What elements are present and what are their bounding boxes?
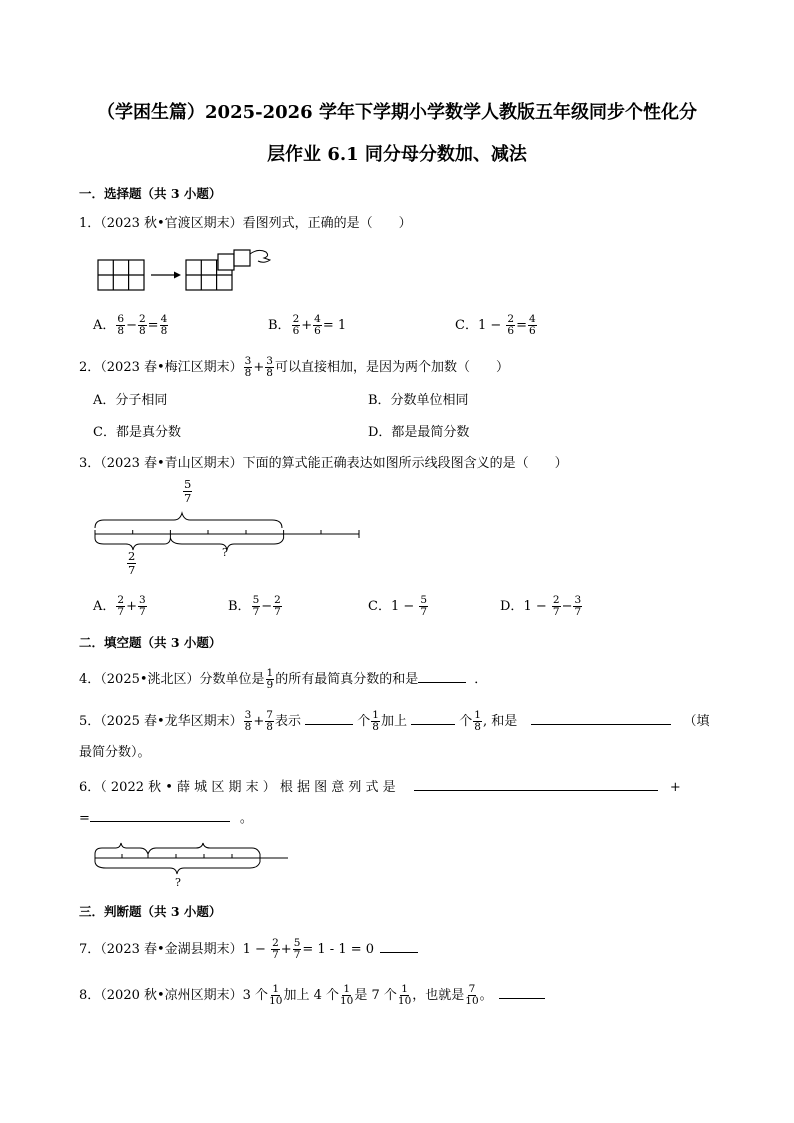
fraction: $\frac{1}{10}$: [269, 983, 283, 1007]
fraction: $\frac{2}{8}$: [138, 313, 146, 337]
question-3-option-d[interactable]: D．1 − $\frac{2}{7}$ − $\frac{3}{7}$: [500, 594, 582, 618]
section-heading-fill: 二．填空题（共 3 小题）: [79, 635, 222, 650]
fraction: $\frac{7}{10}$: [465, 983, 479, 1007]
fraction: $\frac{3}{7}$: [138, 594, 146, 618]
fraction: $\frac{2}{6}$: [507, 313, 515, 337]
question-1-option-b[interactable]: B． $\frac{2}{6}$ + $\frac{4}{6}$ = 1: [268, 313, 347, 337]
answer-blank[interactable]: [499, 984, 545, 999]
answer-blank[interactable]: [90, 807, 230, 822]
question-2-option-a[interactable]: A．分子相同: [93, 393, 168, 408]
section-heading-judge: 三．判断题（共 3 小题）: [79, 904, 222, 919]
page-title-line2: 层作业 6.1 同分母分数加、减法: [267, 144, 527, 165]
question-6-figure-question-mark: ?: [175, 876, 181, 889]
fraction: $\frac{5}{7}$: [293, 937, 301, 961]
fraction: $\frac{2}{7}$: [272, 937, 279, 961]
question-3-option-c[interactable]: C．1 − $\frac{5}{7}$: [368, 594, 428, 618]
fraction: $\frac{1}{9}$: [266, 667, 274, 691]
fraction: $\frac{2}{6}$: [292, 313, 300, 337]
question-2-stem: 2．（2023 春•梅江区期末） $\frac{3}{8}$ + $\frac{3}{8}$ 可以直接相加，是因为两个加数（ ）: [79, 355, 509, 379]
fraction: $\frac{3}{8}$: [244, 709, 252, 733]
fraction: $\frac{2}{7}$: [274, 594, 281, 618]
question-3-figure-top-label: $\frac{5}{7}$: [184, 477, 192, 505]
question-4-stem: 4．（2025•洮北区）分数单位是 $\frac{1}{9}$ 的所有最简真分数的和是 ．: [79, 667, 488, 691]
fraction: $\frac{2}{7}$: [117, 594, 125, 618]
fraction: $\frac{1}{8}$: [474, 709, 481, 733]
fraction: $\frac{1}{8}$: [372, 709, 379, 733]
answer-blank[interactable]: [531, 710, 671, 725]
question-3-figure-question-mark: ?: [222, 546, 228, 559]
question-6-segment-figure: [92, 840, 292, 880]
question-2-option-d[interactable]: D．都是最简分数: [368, 425, 470, 440]
fraction: $\frac{6}{8}$: [117, 313, 125, 337]
question-2-option-b[interactable]: B．分数单位相同: [368, 393, 469, 408]
question-7-stem: 7．（2023 春•金湖县期末）1 − $\frac{2}{7}$ + $\frac{5}{7}$ = 1 - 1 = 0: [79, 938, 418, 961]
fraction: $\frac{4}{8}$: [160, 313, 168, 337]
question-6-stem: 6．（ 2022 秋 • 薛 城 区 期 末 ） 根 据 图 意 列 式 是 +: [79, 776, 681, 798]
question-1-option-a[interactable]: A． $\frac{6}{8}$ − $\frac{2}{8}$ = $\frac{4}{8}$: [93, 313, 168, 337]
fraction: $\frac{5}{7}$: [252, 594, 260, 618]
answer-blank[interactable]: [380, 938, 418, 953]
question-6-continuation: = 。: [79, 807, 253, 829]
question-1-stem: 1．（2023 秋•官渡区期末）看图列式，正确的是（ ）: [79, 216, 412, 231]
answer-blank[interactable]: [418, 668, 466, 683]
section-heading-choice: 一．选择题（共 3 小题）: [79, 186, 222, 201]
page-title-line1: （学困生篇）2025-2026 学年下学期小学数学人教版五年级同步个性化分: [97, 102, 697, 123]
question-2-option-c[interactable]: C．都是真分数: [93, 425, 181, 440]
question-1-option-c[interactable]: C．1 − $\frac{2}{6}$ = $\frac{4}{6}$: [455, 313, 536, 337]
fraction: $\frac{4}{6}$: [314, 313, 321, 337]
fraction: $\frac{1}{10}$: [339, 983, 354, 1007]
fraction: $\frac{3}{8}$: [244, 355, 252, 379]
answer-blank[interactable]: [305, 710, 353, 725]
fraction: $\frac{5}{7}$: [420, 594, 428, 618]
question-8-stem: 8．（2020 秋•凉州区期末）3 个 $\frac{1}{10}$ 加上 4 个 $\frac{1}{10}$ 是 7 个 $\frac{1}{10}$ ，也就是 $\frac{7}{10}$ 。: [79, 984, 545, 1007]
answer-blank[interactable]: [414, 776, 658, 791]
question-3-option-a[interactable]: A． $\frac{2}{7}$ + $\frac{3}{7}$: [93, 594, 146, 618]
answer-blank[interactable]: [411, 710, 455, 725]
fraction: $\frac{2}{7}$: [552, 594, 560, 618]
question-5-continuation: 最简分数）。: [79, 745, 151, 760]
fraction: $\frac{1}{10}$: [397, 983, 412, 1007]
question-5-stem: 5．（2025 春•龙华区期末） $\frac{3}{8}$ + $\frac{7}{8}$ 表示 个 $\frac{1}{8}$ 加上 个 $\frac{1}{8}$ , 和是 （填: [79, 709, 710, 733]
fraction: $\frac{7}{8}$: [266, 709, 273, 733]
question-3-figure-bottom-label: $\frac{2}{7}$: [128, 549, 136, 577]
question-3-stem: 3．（2023 春•青山区期末）下面的算式能正确表达如图所示线段图含义的是（ ）: [79, 456, 568, 471]
question-1-figure: [97, 248, 277, 294]
fraction: $\frac{3}{8}$: [266, 355, 273, 379]
question-3-option-b[interactable]: B． $\frac{5}{7}$ − $\frac{2}{7}$: [228, 594, 281, 618]
fraction: $\frac{4}{6}$: [528, 313, 536, 337]
fraction: $\frac{3}{7}$: [574, 594, 582, 618]
